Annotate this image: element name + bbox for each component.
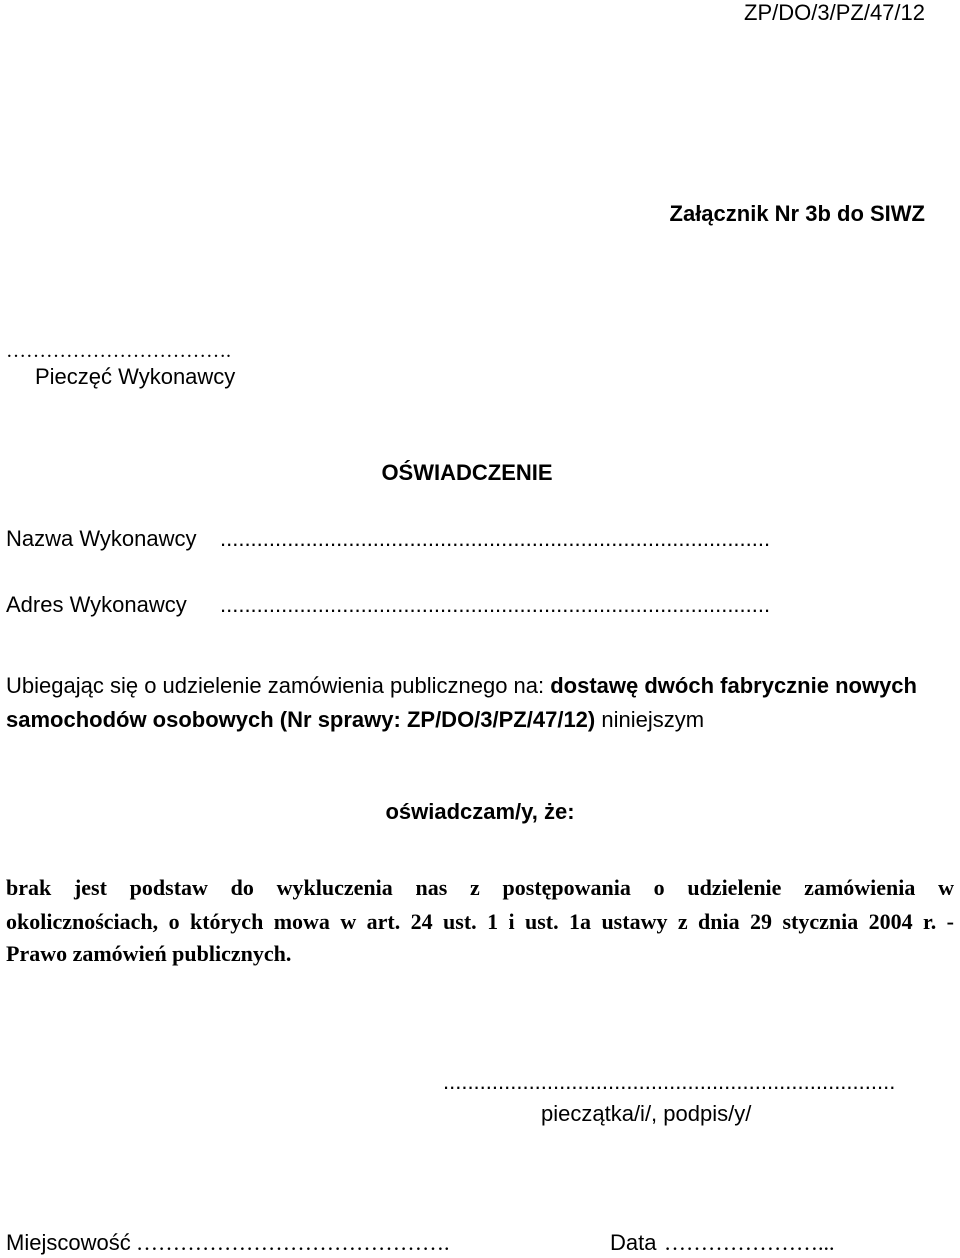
clause-line-1: brak jest podstaw do wykluczenia nas z postępowania o udzielenie zamówienia w bbox=[6, 875, 954, 900]
case-number: ZP/DO/3/PZ/47/12 bbox=[744, 0, 925, 25]
declare-line: oświadczam/y, że: bbox=[385, 799, 575, 824]
date-label: Data bbox=[610, 1230, 657, 1255]
signature-label: pieczątka/i/, podpis/y/ bbox=[541, 1101, 752, 1126]
contractor-name-label: Nazwa Wykonawcy bbox=[6, 526, 197, 551]
contractor-address-label: Adres Wykonawcy bbox=[6, 592, 187, 617]
contractor-address-dots: .......................................................................................... bbox=[220, 592, 771, 617]
stamp-dots: ……………………………. bbox=[6, 340, 231, 362]
signature-dots: .......................................................................... bbox=[443, 1069, 896, 1094]
place-dots: ……………………………………. bbox=[136, 1230, 450, 1255]
declaration-heading: OŚWIADCZENIE bbox=[381, 460, 553, 485]
date-dots: …………………... bbox=[664, 1230, 835, 1255]
place-label: Miejscowość bbox=[6, 1230, 131, 1255]
intro-line-1-text: Ubiegając się o udzielenie zamówienia publicznego na: bbox=[6, 673, 551, 698]
clause-line-2: okolicznościach, o których mowa w art. 24 ust. 1 i ust. 1a ustawy z dnia 29 stycznia 2004 r. - bbox=[6, 909, 954, 934]
stamp-label: Pieczęć Wykonawcy bbox=[35, 364, 236, 389]
contractor-name-dots: .......................................................................................... bbox=[220, 526, 771, 551]
intro-line-2 bbox=[6, 709, 704, 731]
intro-line-1-subject: dostawę dwóch fabrycznie nowych bbox=[550, 673, 917, 698]
attachment-title: Załącznik Nr 3b do SIWZ bbox=[669, 201, 925, 226]
clause-line-3: Prawo zamówień publicznych. bbox=[6, 941, 292, 966]
intro-line-1 bbox=[6, 675, 917, 697]
intro-line-2-text: niniejszym bbox=[595, 707, 705, 732]
intro-line-2-subject: samochodów osobowych (Nr sprawy: ZP/DO/3/PZ/47/12) bbox=[6, 707, 596, 732]
